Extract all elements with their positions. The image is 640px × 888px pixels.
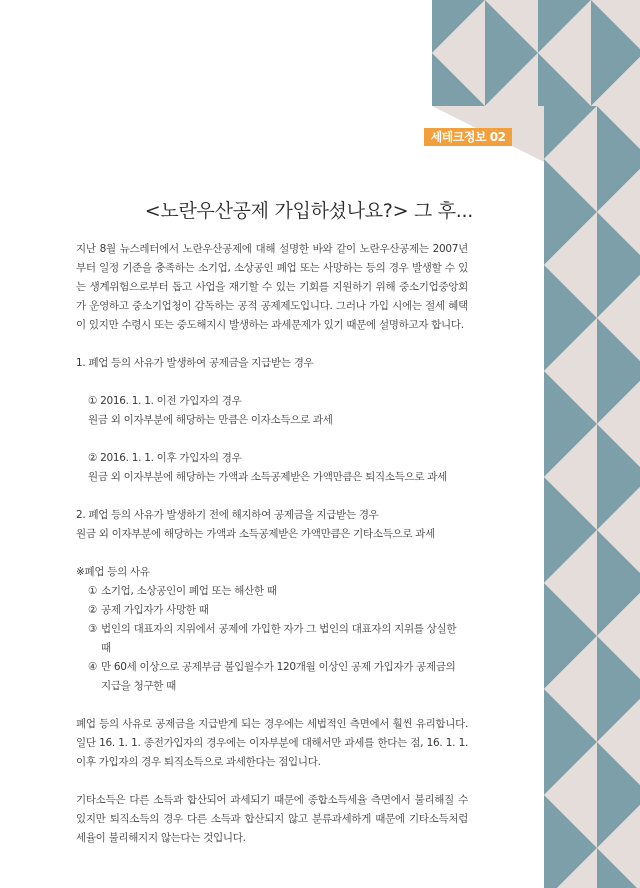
section1-heading: 1. 폐업 등의 사유가 발생하여 공제금을 지급받는 경우: [76, 357, 314, 369]
list-item-text: 법인의 대표자의 지위에서 공제에 가입한 자가 그 법인의 대표자의 지위를 상실한 때: [101, 623, 457, 654]
other-income-paragraph: 기타소득은 다른 소득과 합산되어 과세되기 때문에 종합소득세율 측면에서 불리해질 수 있지만 퇴직소득의 경우 다른 소득과 합산되지 않고 분류과세하게 때문에 기타소득처럼 세율이 불리해지지 않는다는 것입니다.: [76, 794, 468, 844]
section1-sub2-title: ② 2016. 1. 1. 이후 가입자의 경우: [88, 452, 242, 464]
reasons-heading: ※폐업 등의 사유: [76, 566, 150, 578]
list-item-text: 소기업, 소상공인이 폐업 또는 해산한 때: [101, 585, 277, 597]
reasons-list: [88, 582, 468, 696]
list-item-text: 공제 가입자가 사망한 때: [101, 604, 209, 616]
article-title: <노란우산공제 가입하셨나요?> 그 후...: [144, 200, 473, 222]
article-body: [76, 240, 468, 848]
list-item-number: ④: [88, 661, 98, 673]
list-item-number: ②: [88, 604, 98, 616]
section2-heading: 2. 폐업 등의 사유가 발생하기 전에 해지하여 공제금을 지급받는 경우: [76, 509, 379, 521]
list-item: [88, 601, 468, 620]
list-item-text: 만 60세 이상으로 공제부금 불입월수가 120개월 이상인 공제 가입자가 공제금의 지급을 청구한 때: [101, 661, 456, 692]
section1-sub1-title: ① 2016. 1. 1. 이전 가입자의 경우: [88, 395, 242, 407]
list-item: [88, 658, 468, 696]
intro-paragraph: 지난 8월 뉴스레터에서 노란우산공제에 대해 설명한 바와 같이 노란우산공제는 2007년부터 일정 기준을 충족하는 소기업, 소상공인 폐업 또는 사망하는 등의 경우 발생할 수 있는 생계위험으로부터 돕고 사업을 재기할 수 있는 기회를 지원하기 위해 중소기업중앙회가 운영하고 중소기업청이 감독하는 공적 공제제도입니다. 그러나 가입 시에는 절세 혜택이 있지만 수령시 또는 중도해지시 발생하는 과세문제가 있기 때문에 설명하고자 합니다.: [76, 243, 468, 331]
list-item: [88, 582, 468, 601]
list-item-number: ③: [88, 623, 98, 635]
list-item: [88, 620, 468, 658]
section1-sub2-body: 원금 외 이자부분에 해당하는 가액과 소득공제받은 가액만큼은 퇴직소득으로 과세: [88, 471, 447, 483]
section2-body: 원금 외 이자부분에 해당하는 가액과 소득공제받은 가액만큼은 기타소득으로 과세: [76, 528, 435, 540]
list-item-number: ①: [88, 585, 98, 597]
closure-paragraph: 폐업 등의 사유로 공제금을 지급받게 되는 경우에는 세법적인 측면에서 훨씬 유리합니다. 일단 16. 1. 1. 종전가입자의 경우에는 이자부분에 대해서만 과세를 한다는 점, 16. 1. 1. 이후 가입자의 경우 퇴직소득으로 과세한다는 점입니다.: [76, 718, 468, 768]
section1-sub1-body: 원금 외 이자부분에 해당하는 만큼은 이자소득으로 과세: [88, 414, 333, 426]
section-badge: 세테크정보 02: [424, 128, 512, 146]
